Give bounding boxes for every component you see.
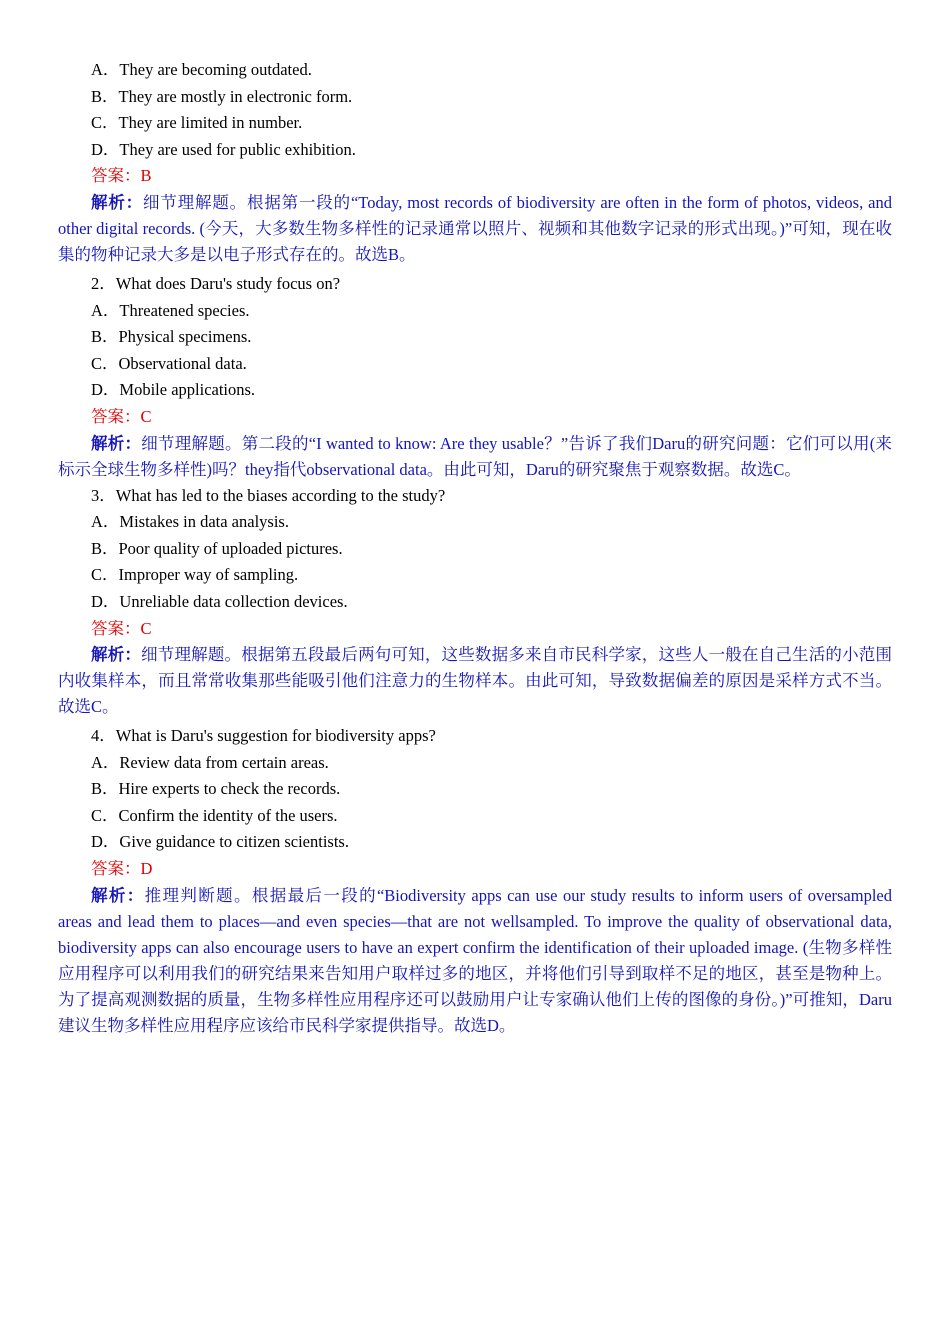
- q4-option-a: A．Review data from certain areas.: [91, 752, 329, 772]
- q1-option-b: B．They are mostly in electronic form.: [91, 86, 353, 106]
- q2-analysis-label: 解析：: [91, 433, 142, 453]
- q2-option-c: C．Observational data.: [91, 353, 247, 373]
- q3-option-a: A．Mistakes in data analysis.: [91, 512, 289, 532]
- q4-analysis-text: 推理判断题。根据最后一段的“Biodiversity apps can use our study results to inform users of oversampled areas and lead them to places—and even species—that are not wellsampled. To improve the quality of observational data, biodiversity apps can also encourage users to have an expert confirm the identification of their uploaded image. (生物多样性应用程序可以利用我们的研究结果来告知用户取样过多的地区，并将他们引导到取样不足的地区，甚至是物种上。为了提高观测数据的质量，生物多样性应用程序还可以鼓励用户让专家确认他们上传的图像的身份。)”可推知，Daru建议生物多样性应用程序应该给市民科学家提供指导。故选D。: [58, 885, 893, 1035]
- q3-option-b: B．Poor quality of uploaded pictures.: [91, 538, 343, 558]
- q1-analysis-label: 解析：: [91, 192, 143, 212]
- q3-analysis-text: 细节理解题。根据第五段最后两句可知，这些数据多来自市民科学家，这些人一般在自己生活的小范围内收集样本，而且常常收集那些能吸引他们注意力的生物样本。由此可知，导致数据偏差的原因是采样方式不当。故选C。: [58, 645, 893, 717]
- q4-analysis-label: 解析：: [91, 885, 145, 905]
- q3-analysis-label: 解析：: [91, 645, 142, 665]
- q2-option-b: B．Physical specimens.: [91, 327, 252, 347]
- document-page: [58, 57, 892, 1039]
- q4-option-d: D．Give guidance to citizen scientists.: [91, 832, 349, 852]
- q1-option-a: A．They are becoming outdated.: [91, 60, 312, 79]
- q2-analysis: [58, 431, 892, 483]
- q1-analysis-text: 细节理解题。根据第一段的“Today, most records of biodiversity are often in the form of photos, videos, and other digital records. (今天，大多数生物多样性的记录通常以照片、视频和其他数字记录的形式出现。)”可知，现在收集的物种记录大多是以电子形式存在的。故选B。: [58, 192, 893, 264]
- q3-option-c: C．Improper way of sampling.: [91, 565, 299, 585]
- q4-option-b: B．Hire experts to check the records.: [91, 779, 341, 799]
- q3-answer: 答案：C: [91, 618, 152, 638]
- q2-question: 2．What does Daru's study focus on?: [91, 273, 341, 293]
- q1-analysis: [58, 190, 892, 268]
- q4-question: 4．What is Daru's suggestion for biodiversity apps?: [91, 726, 436, 746]
- q2-analysis-text: 细节理解题。第二段的“I wanted to know: Are they usable？”告诉了我们Daru的研究问题：它们可以用(来标示全球生物多样性)吗？they指代observational data。由此可知，Daru的研究聚焦于观察数据。故选C。: [58, 433, 892, 479]
- q4-analysis: [58, 883, 892, 1039]
- q2-answer: 答案：C: [91, 406, 152, 426]
- q4-answer: 答案：D: [91, 859, 153, 879]
- q2-option-a: A．Threatened species.: [91, 300, 250, 320]
- q3-question: 3．What has led to the biases according to the study?: [91, 485, 446, 505]
- q2-option-d: D．Mobile applications.: [91, 380, 256, 400]
- q3-option-d: D．Unreliable data collection devices.: [91, 591, 348, 611]
- q3-analysis: [58, 642, 892, 720]
- q1-answer: 答案：B: [91, 166, 152, 186]
- q4-option-c: C．Confirm the identity of the users.: [91, 805, 338, 825]
- q1-option-c: C．They are limited in number.: [91, 113, 303, 133]
- q1-option-d: D．They are used for public exhibition.: [91, 139, 356, 159]
